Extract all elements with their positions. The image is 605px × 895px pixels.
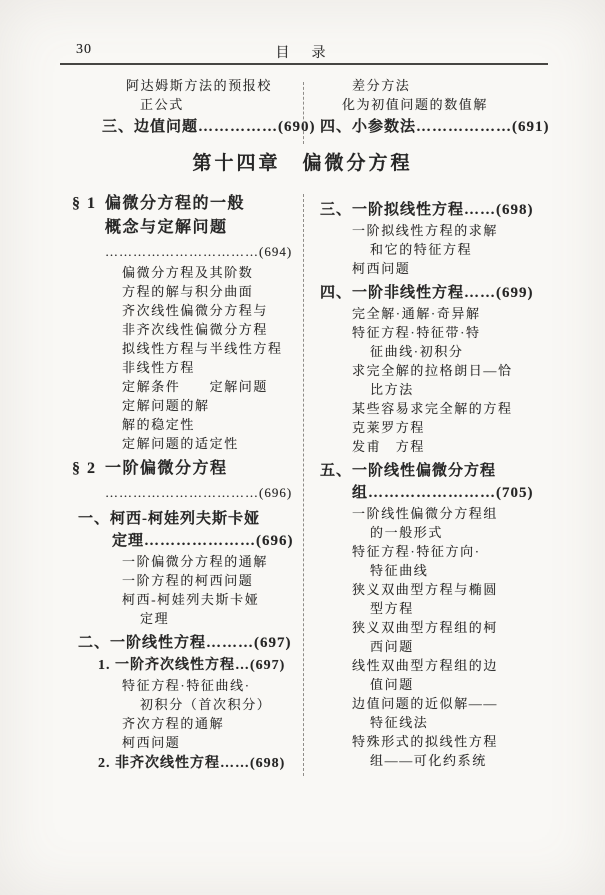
toc-line: 差分方法	[352, 78, 411, 93]
toc-line: 一阶拟线性方程的求解	[352, 223, 499, 238]
toc-line: 征曲线·初积分	[370, 344, 464, 359]
toc-line: 特征线法	[370, 715, 429, 730]
toc-line: 某些容易求完全解的方程	[352, 401, 513, 416]
toc-line: 方程的解与积分曲面	[122, 284, 254, 299]
top-left-column	[76, 76, 316, 138]
toc-line: 定理…………………(696)	[112, 533, 294, 549]
toc-line: 解的稳定性	[122, 417, 196, 432]
toc-line: 克莱罗方程	[352, 420, 426, 435]
toc-line: 一阶线性偏微分方程组	[352, 506, 499, 521]
toc-line: 拟线性方程与半线性方程	[122, 341, 283, 356]
main-right-column	[320, 195, 534, 770]
page-number: 30	[76, 42, 92, 57]
toc-line: 三、一阶拟线性方程……(698)	[320, 202, 534, 218]
toc-line: 1. 一阶齐次线性方程…(697)	[98, 658, 286, 673]
toc-line: 齐次方程的通解	[122, 716, 225, 731]
section-symbol: § 2	[72, 460, 97, 477]
toc-line: 非线性方程	[122, 360, 196, 375]
toc-line: 偏微分方程及其阶数	[122, 265, 254, 280]
toc-text: 偏微分方程的一般	[105, 195, 246, 212]
toc-line: 一、柯西-柯娃列夫斯卡娅	[78, 511, 260, 527]
toc-line: 一阶方程的柯西问题	[122, 573, 254, 588]
toc-line: 柯西问题	[352, 261, 411, 276]
toc-line: 三、边值问题……………(690)	[102, 119, 316, 135]
toc-line: 定理	[140, 611, 170, 626]
toc-line: 特征方程·特征方向·	[352, 544, 481, 559]
toc-line: 组——可化约系统	[370, 753, 487, 768]
header-rule	[60, 63, 548, 65]
toc-line: 特征曲线	[370, 563, 429, 578]
column-divider-main	[303, 194, 304, 776]
toc-line	[72, 192, 294, 216]
toc-line: 发甫 方程	[352, 439, 426, 454]
toc-line: 正公式	[140, 97, 184, 112]
toc-line: 二、一阶线性方程………(697)	[78, 635, 292, 651]
toc-line: 狭义双曲型方程组的柯	[352, 620, 499, 635]
toc-line: 非齐次线性偏微分方程	[122, 322, 269, 337]
toc-line: 定解条件 定解问题	[122, 379, 269, 394]
toc-line: 型方程	[370, 601, 414, 616]
toc-line: 比方法	[370, 382, 414, 397]
chapter-heading: 第十四章 偏微分方程	[192, 153, 413, 174]
toc-line	[72, 457, 294, 481]
toc-line: 和它的特征方程	[370, 242, 473, 257]
toc-line: 化为初值问题的数值解	[342, 97, 489, 112]
toc-line: 定解问题的适定性	[122, 436, 239, 451]
toc-line: ……………………………(694)	[105, 244, 293, 259]
toc-line: 初积分（首次积分）	[140, 697, 272, 712]
column-divider-top	[303, 82, 304, 144]
toc-line: 一阶偏微分方程的通解	[122, 554, 269, 569]
toc-line: ……………………………(696)	[105, 485, 293, 500]
toc-line: 值问题	[370, 677, 414, 692]
toc-line: 特殊形式的拟线性方程	[352, 734, 499, 749]
toc-line: 西问题	[370, 639, 414, 654]
header-title: 目 录	[275, 46, 330, 61]
toc-line: 线性双曲型方程组的边	[352, 658, 499, 673]
toc-line: 柯西-柯娃列夫斯卡娅	[122, 592, 260, 607]
toc-text: 一阶偏微分方程	[105, 460, 228, 477]
toc-line: 阿达姆斯方法的预报校	[126, 78, 273, 93]
toc-line: 2. 非齐次线性方程……(698)	[98, 756, 286, 771]
toc-line: 狭义双曲型方程与椭圆	[352, 582, 499, 597]
toc-line: 求完全解的拉格朗日—恰	[352, 363, 513, 378]
toc-line: 组……………………(705)	[352, 485, 534, 501]
toc-line: 定解问题的解	[122, 398, 210, 413]
toc-line: 完全解·通解·奇异解	[352, 306, 481, 321]
toc-line: 齐次线性偏微分方程与	[122, 303, 269, 318]
toc-line: 特征方程·特征带·特	[352, 325, 481, 340]
toc-line: 边值问题的近似解——	[352, 696, 499, 711]
toc-line: 五、一阶线性偏微分方程	[320, 463, 497, 479]
section-symbol: § 1	[72, 195, 97, 212]
top-right-column	[318, 76, 550, 138]
toc-line: 柯西问题	[122, 735, 181, 750]
toc-line: 四、小参数法………………(691)	[320, 119, 550, 135]
toc-line: 特征方程·特征曲线·	[122, 678, 251, 693]
toc-line: 的一般形式	[370, 525, 444, 540]
toc-line: 四、一阶非线性方程……(699)	[320, 285, 534, 301]
toc-line: 概念与定解问题	[105, 219, 228, 236]
main-left-column	[72, 188, 294, 774]
